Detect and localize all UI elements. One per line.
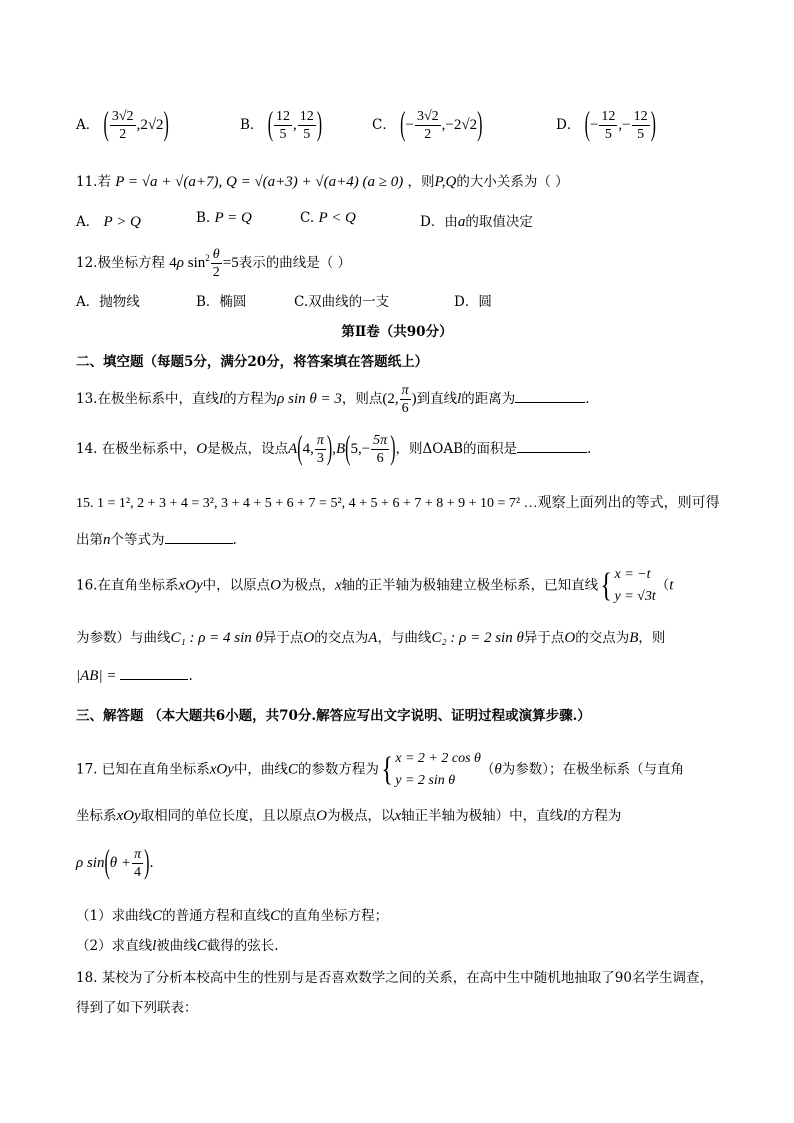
q17-f: 坐标系 (76, 808, 117, 824)
q16-b: 中，以原点 (202, 577, 271, 594)
q11-option-a (76, 210, 141, 231)
var-l: l (218, 391, 224, 407)
paren-left: ( (400, 106, 406, 143)
q17-h: 为极点，以 (327, 808, 395, 824)
q12-math: 4ρ $\sin^2$ (169, 253, 210, 271)
q17-sub2 (76, 934, 279, 955)
q10-option-c (372, 108, 482, 143)
denominator: 2 (119, 127, 127, 142)
denominator: 6 (376, 451, 384, 466)
q12-option-b: B．椭圆 (196, 294, 247, 310)
q17-sub1-c: 的直角坐标方程； (280, 908, 389, 924)
var-o: O (564, 630, 576, 646)
numerator: 3√2 (416, 109, 439, 124)
numerator: 12 (601, 109, 616, 124)
point-open: (2, (382, 391, 399, 407)
numerator: π (316, 433, 324, 448)
system-row: x = −t (614, 567, 651, 582)
var-c: C (270, 908, 281, 924)
q13-end2: 的距离为 (461, 391, 516, 407)
option-label: A． (76, 214, 100, 230)
q17-a: 17. 已知在直角坐标系 (76, 761, 210, 778)
q11-stem (76, 170, 569, 191)
q11-suffix: ，则 (407, 174, 435, 190)
var-n: n (103, 532, 111, 548)
q16-c: 为极点， (280, 577, 335, 594)
abs-ab: |AB| = (76, 668, 117, 684)
var-o: O (270, 577, 281, 594)
section2-title: 二、填空题（每题5分，满分20分，将答案填在答题纸上） (76, 354, 429, 370)
system-row: y = 2 sin θ (395, 773, 456, 788)
fraction (110, 108, 136, 143)
option-text: 的取值决定 (465, 214, 533, 230)
var-x: x (334, 577, 342, 594)
option-label: C． (372, 117, 396, 133)
q17-e: 为参数）；在极坐标系（与直角 (501, 761, 685, 778)
paren-right: ) (163, 106, 169, 143)
q11-option-b (196, 210, 252, 227)
q17-sub2-a: （2）求直线 (76, 938, 153, 954)
q17-sub1-a: （1）求曲线 (76, 908, 153, 924)
numerator: π (401, 383, 409, 398)
numerator: 5π (373, 433, 388, 448)
numerator: 12 (633, 109, 648, 124)
numerator: 12 (276, 109, 291, 124)
paren-left: ( (584, 106, 590, 143)
paren-right: ) (477, 106, 483, 143)
q16-f: 为参数）与曲线 (76, 630, 171, 646)
q17-line2 (76, 804, 621, 825)
paren-right: ) (326, 430, 333, 467)
answer-blank[interactable] (120, 679, 188, 680)
fraction (315, 432, 326, 467)
denominator: 2 (212, 265, 220, 280)
numerator: 3√2 (111, 109, 134, 124)
numerator: 12 (299, 109, 314, 124)
point-a: A (288, 441, 298, 457)
q12-option-c: C.双曲线的一支 (294, 294, 390, 310)
option-label: A． (76, 117, 100, 133)
minus: − (405, 117, 414, 133)
fraction (211, 246, 222, 281)
coord: 4, (302, 441, 314, 457)
denominator: 6 (401, 401, 409, 416)
q17-sub1-b: 的普通方程和直线 (162, 908, 271, 924)
var-l: l (563, 808, 568, 824)
q13-eq: ρ sin θ = 3 (277, 391, 342, 407)
q12-option-d: D．圆 (454, 294, 492, 310)
q15-line2: 出第n个等式为 . (76, 532, 237, 548)
curve-c1: C₁ : ρ = 4 sin θ (170, 630, 263, 646)
var-xoy: xOy (116, 808, 141, 824)
option-label: B. (196, 210, 211, 226)
theta-plus: θ + (109, 855, 132, 871)
q11-math: P = √a + √(a+7), Q = √(a+3) + √(a+4) (a ≥ 0) (115, 174, 404, 190)
denominator: 5 (279, 127, 287, 142)
paren-right: ) (390, 430, 396, 467)
paren-right: ) (316, 106, 323, 143)
q10-option-a (76, 108, 169, 143)
var-xoy: xOy (178, 577, 203, 594)
var-t: t (669, 577, 674, 594)
var-o: O (196, 441, 208, 457)
q17-b: 中，曲线 (233, 761, 288, 778)
q11-option-c (300, 210, 356, 227)
var-c: C (152, 908, 163, 924)
answer-blank[interactable] (165, 543, 233, 544)
var-a: A (368, 630, 378, 646)
q15-end: 个等式为 (110, 532, 165, 548)
q11-option-d (420, 210, 533, 231)
denominator: 3 (316, 451, 324, 466)
q15-prefix: 出第 (76, 532, 103, 548)
var-c: C (196, 938, 207, 954)
denominator: 5 (604, 127, 612, 142)
q14-prefix: 14. 在极坐标系中， (76, 441, 197, 457)
q13-mid2: ，则点 (341, 391, 383, 407)
fraction (132, 846, 143, 881)
q18-line1: 18. 某校为了分析本校高中生的性别与是否喜欢数学之间的关系，在高中生中随机地抽取了90名学生调查， (76, 970, 713, 986)
var-o: O (316, 808, 327, 824)
numerator: θ (211, 246, 222, 264)
fraction (632, 108, 650, 143)
q17-line1 (76, 748, 684, 792)
q16-h: 的交点为 (314, 630, 369, 646)
q18-line2: 得到了如下列联表： (76, 1000, 198, 1016)
var-l: l (152, 938, 157, 954)
q16-e: （ (655, 577, 670, 594)
comma: , (332, 441, 336, 457)
q11-prefix: 11.若 (76, 174, 111, 190)
q17-sub2-b: 被曲线 (156, 938, 197, 954)
q12-stem (76, 246, 351, 281)
q15-line1: 15. 1 = 1², 2 + 3 + 4 = 3², 3 + 4 + 5 + 6 + 7 = 5², 4 + 5 + 6 + 7 + 8 + 9 + 10 = 7² …观察上面列出的等式，则可得 (76, 496, 720, 511)
option-value: ,2√2 (136, 117, 164, 133)
rho-sin: ρ sin (76, 855, 105, 871)
q14-mid: 是极点，设点 (207, 441, 289, 457)
coord: 5,− (350, 441, 371, 457)
comma: , (293, 117, 297, 133)
q12-end: 表示的曲线是（ ） (238, 255, 352, 271)
section3-title: 三、解答题 （本大题共6小题，共70分.解答应写出文字说明、证明过程或演算步骤.） (76, 708, 591, 724)
q17-j: 的方程为 (567, 808, 622, 824)
q17-i: 轴正半轴为极轴）中，直线 (401, 808, 564, 824)
q16-line1 (76, 564, 673, 608)
answer-blank[interactable] (515, 402, 585, 403)
paren-right: ) (650, 106, 656, 143)
var-x: x (394, 808, 402, 824)
var-c: C (287, 761, 298, 778)
q16-line3: |AB| = . (76, 668, 193, 684)
fraction (415, 108, 441, 143)
fraction (400, 382, 411, 417)
option-value: P > Q (103, 214, 141, 230)
var-b: B (629, 630, 639, 646)
q13-mid: 的方程为 (223, 391, 278, 407)
q10-option-b (240, 108, 322, 143)
denominator: 4 (134, 865, 142, 880)
part2-title: 第Ⅱ卷（共90分） (341, 324, 453, 340)
q14-end: ，则ΔOAB的面积是 (395, 441, 518, 457)
brace: { (600, 567, 613, 604)
option-label: D． (556, 117, 581, 133)
q16-a: 16.在直角坐标系 (76, 577, 179, 594)
paren-left: ( (345, 430, 351, 467)
brace: { (381, 751, 393, 788)
option-label: B． (240, 117, 264, 133)
paren-left: ( (297, 430, 303, 467)
q16-g: 异于点 (262, 630, 304, 646)
q12-eq: =5 (222, 255, 239, 271)
q17-sub1 (76, 904, 388, 925)
q17-d: （ (480, 761, 495, 778)
var-xoy: xOy (209, 761, 234, 778)
fraction (599, 108, 617, 143)
q17-g: 取相同的单位长度，且以原点 (140, 808, 317, 824)
q13-prefix: 13.在极坐标系中，直线 (76, 391, 219, 407)
q16-i: ，与曲线 (377, 630, 432, 646)
q17-line3 (76, 846, 154, 881)
period: . (149, 855, 154, 871)
answer-blank[interactable] (517, 452, 587, 453)
option-label: C. (300, 210, 315, 226)
system (395, 748, 481, 792)
numerator: π (134, 847, 142, 862)
q16-g: 异于点 (523, 630, 565, 646)
q16-j: 的交点为 (575, 630, 630, 646)
paren-left: ( (104, 844, 110, 881)
option-label: D．由 (420, 214, 458, 230)
q13-end: 到直线 (416, 391, 458, 407)
fraction (298, 108, 316, 143)
q13: 13.在极坐标系中，直线l的方程为ρ sin θ = 3，则点(2, $\frac{\pi}{6}$ )到直线l的距离为 . (76, 383, 590, 416)
q10-option-d (556, 108, 656, 143)
system (614, 564, 655, 608)
denominator: 5 (637, 127, 645, 142)
option-var: a (457, 214, 466, 230)
q16-line2 (76, 626, 665, 647)
curve-c2: C₂ : ρ = 2 sin θ (431, 630, 524, 646)
comma: ,− (618, 117, 631, 133)
q17-c: 的参数方程为 (297, 761, 379, 778)
option-value: P = Q (214, 210, 252, 226)
q14: 14. 在极坐标系中，O是极点，设点A(4, $\frac{\pi}{3}$ ),B(5,− $\frac{5\pi}{6}$ )，则ΔOAB的面积是 . (76, 432, 591, 467)
q12-option-a: A．抛物线 (76, 294, 140, 310)
var-l: l (457, 391, 462, 407)
var-o: O (303, 630, 315, 646)
paren-left: ( (267, 106, 274, 143)
fraction (274, 108, 292, 143)
minus: − (589, 117, 599, 133)
q17-sub2-c: 截得的弦长. (206, 938, 279, 954)
system-row: y = √3t (614, 589, 656, 604)
q11-end: 的大小关系为（ ） (456, 174, 569, 190)
paren-left: ( (103, 106, 109, 143)
option-value: P < Q (318, 210, 356, 226)
q16-d: 轴的正半轴为极轴建立极坐标系，已知直线 (341, 577, 599, 594)
q16-k: ，则 (638, 630, 666, 646)
var-theta: θ (494, 761, 502, 778)
point-close: ) (411, 391, 417, 407)
denominator: 5 (303, 127, 311, 142)
q11-pq: P,Q (434, 174, 457, 190)
paren-right: ) (144, 844, 150, 881)
denominator: 2 (424, 127, 432, 142)
option-value: ,−2√2 (441, 117, 478, 133)
system-row: x = 2 + 2 cos θ (395, 751, 481, 766)
fraction (371, 432, 389, 467)
q12-prefix: 12.极坐标方程 (76, 255, 165, 271)
point-b: B (335, 441, 346, 457)
